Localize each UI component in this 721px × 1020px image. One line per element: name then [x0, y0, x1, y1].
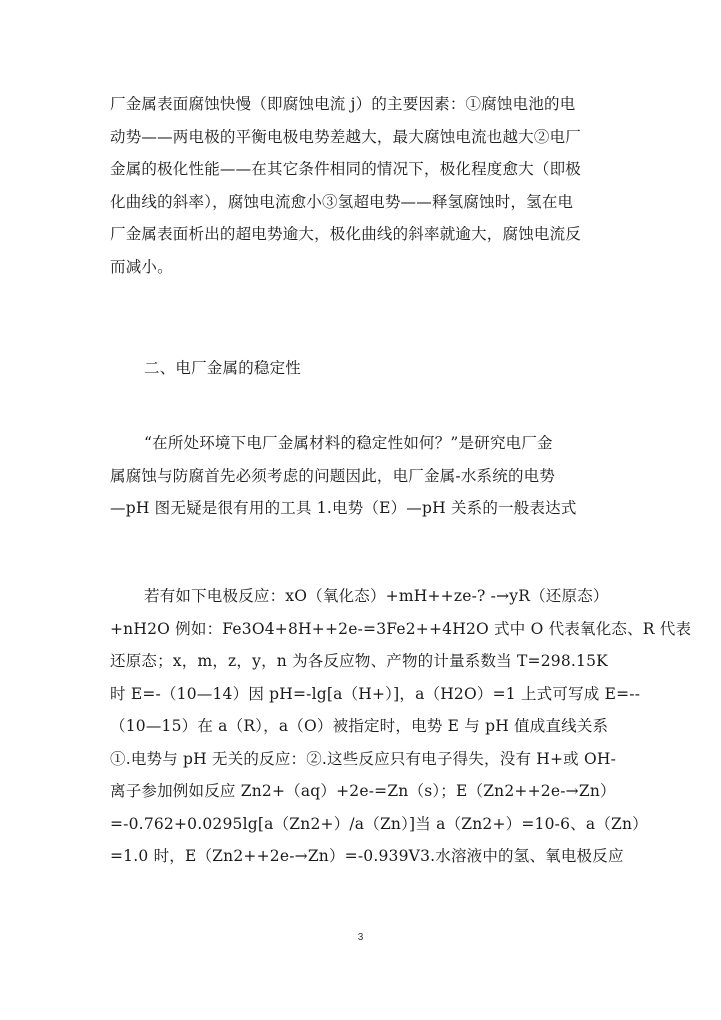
text-line: “在所处环境下电厂金属材料的稳定性如何？”是研究电厂金	[144, 434, 553, 452]
text-line: 若有如下电极反应：xO（氧化态）+mH++ze-? -→yR（还原态）	[144, 587, 609, 605]
text-line: 时 E=-（10—14）因 pH=-lg[a（H+）]，a（H2O）=1 上式可写成 E=--	[110, 684, 641, 703]
text-line: 而减小。	[110, 257, 173, 276]
page-number: 3	[357, 932, 364, 943]
text-line: 金属的极化性能——在其它条件相同的情况下，极化程度愈大（即极	[110, 160, 582, 178]
section-heading	[110, 352, 615, 385]
text-line: （10—15）在 a（R），a（O）被指定时，电势 E 与 pH 值成直线关系	[110, 717, 609, 735]
text-line: —pH 图无疑是很有用的工具 1.电势（E）—pH 关系的一般表达式	[110, 499, 577, 517]
text-line: 厂金属表面腐蚀快慢（即腐蚀电流 j）的主要因素：①腐蚀电池的电	[110, 95, 576, 113]
text-line: 动势——两电极的平衡电极电势差越大，最大腐蚀电流也越大②电厂	[110, 127, 582, 146]
text-line: 化曲线的斜率），腐蚀电流愈小③氢超电势——释氢腐蚀时，氢在电	[110, 192, 574, 211]
text-line: 属腐蚀与防腐首先必须考虑的问题因此，电厂金属-水系统的电势	[110, 466, 556, 485]
text-line: 还原态；x，m，z，y，n 为各反应物、产物的计量系数当 T=298.15K	[110, 652, 608, 670]
paragraph-corrosion-factors	[110, 88, 615, 283]
text-line: 离子参加例如反应 Zn2+（aq）+2e-=Zn（s）；E（Zn2++2e-→Zn）	[110, 782, 616, 800]
paragraph-stability	[110, 427, 615, 525]
text-line: =-0.762+0.0295lg[a（Zn2+）/a（Zn）]当 a（Zn2+）=10-6、a（Zn）	[110, 814, 648, 833]
paragraph-electrode-reaction	[110, 580, 692, 873]
text-line: ①.电势与 pH 无关的反应：②.这些反应只有电子得失，没有 H+或 OH-	[110, 749, 617, 768]
text-line: +nH2O 例如：Fe3O4+8H++2e-=3Fe2++4H2O 式中 O 代表氧化态、R 代表	[110, 619, 692, 638]
text-line: 厂金属表面析出的超电势逾大，极化曲线的斜率就逾大，腐蚀电流反	[110, 225, 582, 243]
text-line: =1.0 时，E（Zn2++2e-→Zn）=-0.939V3.水溶液中的氢、氧电极反应	[110, 847, 624, 865]
section-title: 二、电厂金属的稳定性	[144, 359, 302, 377]
